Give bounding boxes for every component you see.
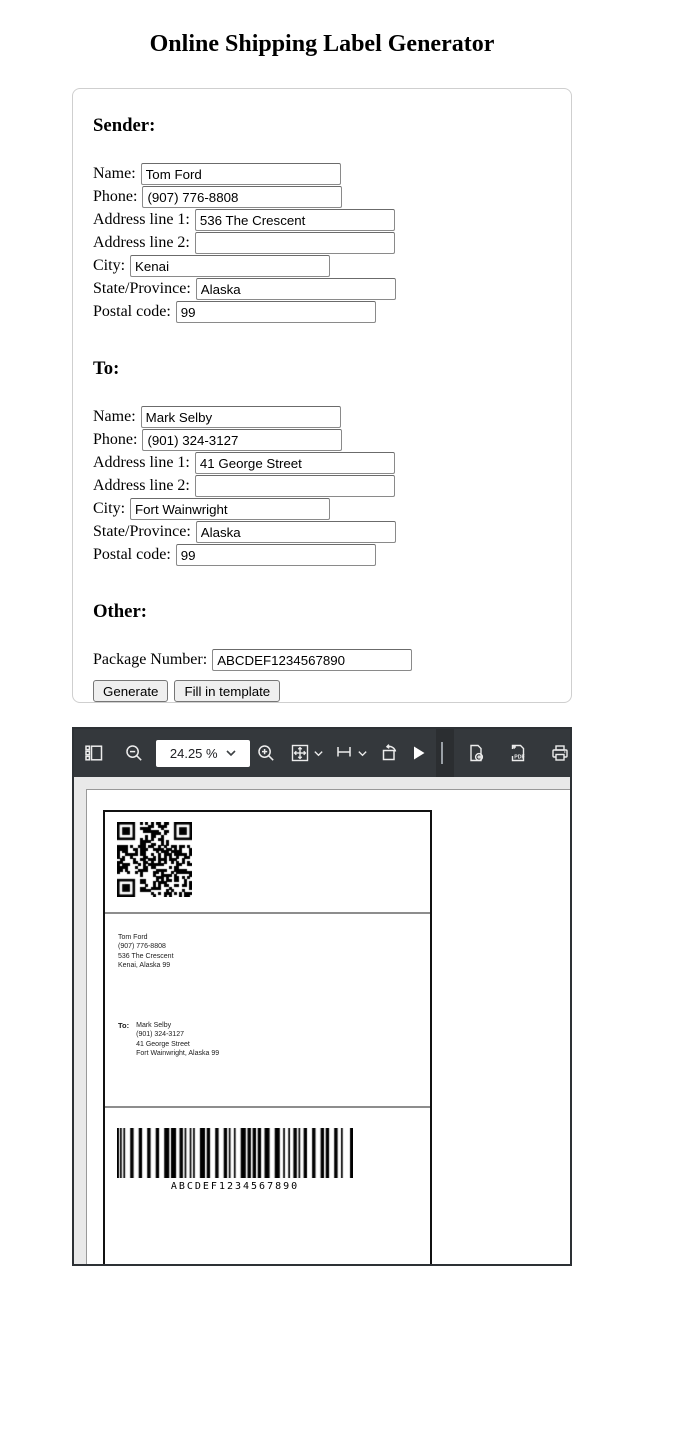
- to-city-label: City:: [93, 500, 126, 517]
- toolbar-separator: [436, 729, 454, 777]
- sender-city-label: City:: [93, 257, 126, 274]
- qr-code: [117, 822, 192, 897]
- rotate-icon[interactable]: [380, 743, 400, 763]
- sender-heading: Sender:: [93, 115, 156, 136]
- play-icon[interactable]: [408, 743, 428, 763]
- package-number-label: Package Number:: [93, 651, 208, 668]
- zoom-in-icon[interactable]: [256, 743, 276, 763]
- to-phone-label: Phone:: [93, 431, 138, 448]
- sender-name-row: [93, 163, 551, 184]
- sender-phone-input[interactable]: [142, 186, 342, 208]
- to-address2-input[interactable]: [195, 475, 395, 497]
- to-name-row: [93, 406, 551, 427]
- to-address2-label: Address line 2:: [93, 477, 190, 494]
- other-heading: Other:: [93, 601, 147, 622]
- sender-name-label: Name:: [93, 165, 136, 182]
- pdf-toolbar: [74, 729, 570, 777]
- label-sender-address: Tom Ford (907) 776-8808 536 The Crescent Kenai, Alaska 99: [118, 934, 174, 970]
- to-address1-input[interactable]: [195, 452, 395, 474]
- to-postal-row: [93, 544, 551, 565]
- to-heading: To:: [93, 358, 120, 379]
- barcode: [117, 1128, 353, 1178]
- sender-state-input[interactable]: [196, 278, 396, 300]
- zoom-level-select[interactable]: [156, 740, 250, 767]
- package-number-input[interactable]: [212, 649, 412, 671]
- to-city-input[interactable]: [130, 498, 330, 520]
- to-address2-row: [93, 475, 551, 496]
- pdf-viewer: [72, 727, 572, 1266]
- sender-address1-label: Address line 1:: [93, 211, 190, 228]
- sender-city-row: [93, 255, 551, 276]
- to-phone-input[interactable]: [142, 429, 342, 451]
- shipping-label: [103, 810, 432, 1264]
- to-phone-row: [93, 429, 551, 450]
- zoom-level-value: 24.25 %: [169, 745, 218, 761]
- sender-phone-row: [93, 186, 551, 207]
- open-file-icon[interactable]: [466, 743, 486, 763]
- sender-address1-row: [93, 209, 551, 230]
- fit-page-chevron-icon[interactable]: [313, 748, 324, 759]
- sender-phone-label: Phone:: [93, 188, 138, 205]
- sender-postal-label: Postal code:: [93, 303, 171, 320]
- zoom-out-icon[interactable]: [124, 743, 144, 763]
- barcode-text: ABCDEF1234567890: [170, 1181, 300, 1192]
- label-divider-bottom: [105, 1106, 430, 1108]
- sender-address2-label: Address line 2:: [93, 234, 190, 251]
- fit-width-chevron-icon[interactable]: [357, 748, 368, 759]
- form-buttons: [93, 680, 551, 702]
- svg-text:PDF: PDF: [514, 754, 525, 761]
- page-title: Online Shipping Label Generator: [149, 31, 495, 57]
- fill-template-button[interactable]: Fill in template: [174, 680, 280, 702]
- sender-address1-input[interactable]: [195, 209, 395, 231]
- to-address1-row: [93, 452, 551, 473]
- to-state-label: State/Province:: [93, 523, 191, 540]
- sender-name-input[interactable]: [141, 163, 341, 185]
- package-number-row: [93, 649, 551, 670]
- fit-to-page-icon[interactable]: [290, 743, 310, 763]
- sidebar-toggle-icon[interactable]: [84, 743, 104, 763]
- sender-address2-row: [93, 232, 551, 253]
- to-name-input[interactable]: [141, 406, 341, 428]
- to-state-row: [93, 521, 551, 542]
- shipping-form-card: [72, 88, 572, 703]
- sender-city-input[interactable]: [130, 255, 330, 277]
- download-pdf-icon[interactable]: [508, 743, 528, 763]
- fit-to-width-icon[interactable]: [334, 743, 354, 763]
- sender-address2-input[interactable]: [195, 232, 395, 254]
- to-address1-label: Address line 1:: [93, 454, 190, 471]
- sender-postal-row: [93, 301, 551, 322]
- sender-postal-input[interactable]: [176, 301, 376, 323]
- label-divider-top: [105, 912, 430, 914]
- generate-button[interactable]: Generate: [93, 680, 168, 702]
- pdf-preview-area[interactable]: [74, 777, 570, 1264]
- to-postal-label: Postal code:: [93, 546, 171, 563]
- to-city-row: [93, 498, 551, 519]
- label-recipient-address: To: Mark Selby (901) 324-3127 41 George Street Fort Wainwright, Alaska 99: [118, 1021, 220, 1058]
- to-name-label: Name:: [93, 408, 136, 425]
- chevron-down-icon: [225, 747, 237, 759]
- print-icon[interactable]: [550, 743, 570, 763]
- sender-state-label: State/Province:: [93, 280, 191, 297]
- to-postal-input[interactable]: [176, 544, 376, 566]
- sender-state-row: [93, 278, 551, 299]
- label-to-word: To:: [118, 1021, 130, 1030]
- to-state-input[interactable]: [196, 521, 396, 543]
